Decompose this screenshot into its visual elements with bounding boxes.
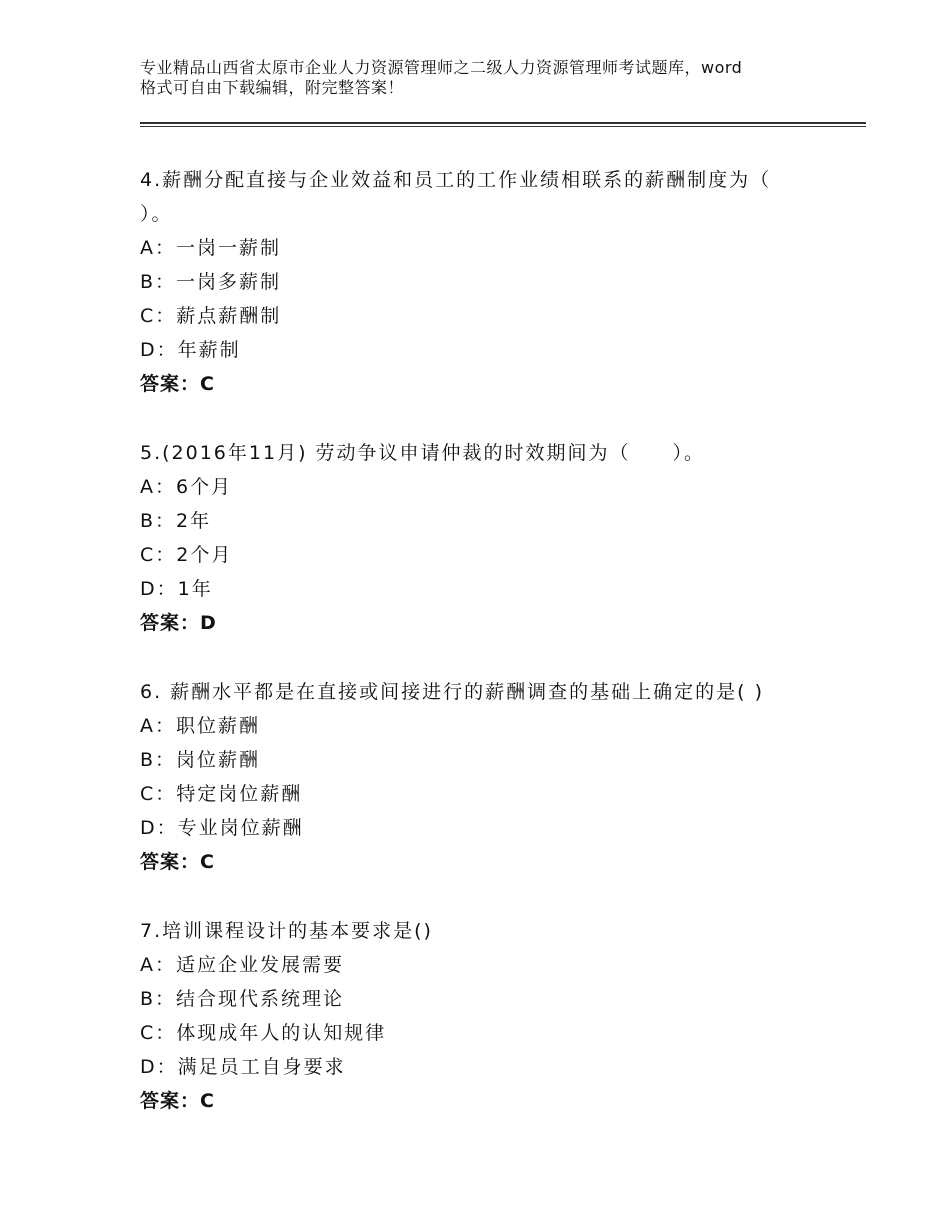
answer-line: 答案：C [140, 373, 215, 395]
option-b: B：2年 [140, 510, 212, 532]
header-rule-thick [140, 122, 866, 124]
option-d: D：1年 [140, 578, 213, 600]
option-a: A：一岗一薪制 [140, 237, 281, 259]
answer-line: 答案：C [140, 1090, 215, 1112]
question-stem: 7.培训课程设计的基本要求是() [140, 920, 433, 942]
option-c: C：薪点薪酬制 [140, 305, 282, 327]
option-d: D：专业岗位薪酬 [140, 817, 304, 839]
question-5 [140, 436, 860, 640]
option-b: B：一岗多薪制 [140, 271, 282, 293]
header-line-1: 专业精品山西省太原市企业人力资源管理师之二级人力资源管理师考试题库，word [140, 58, 743, 77]
option-d: D：年薪制 [140, 339, 241, 361]
option-c: C：特定岗位薪酬 [140, 783, 303, 805]
question-stem: 4.薪酬分配直接与企业效益和员工的工作业绩相联系的薪酬制度为（ [140, 169, 772, 191]
question-stem: 5.(2016年11月) 劳动争议申请仲裁的时效期间为（ ）。 [140, 442, 706, 464]
question-4 [140, 163, 860, 401]
option-d: D：满足员工自身要求 [140, 1056, 346, 1078]
header-rule-thin [140, 126, 866, 127]
question-stem: 6. 薪酬水平都是在直接或间接进行的薪酬调查的基础上确定的是( ) [140, 681, 765, 703]
option-b: B：结合现代系统理论 [140, 988, 345, 1010]
option-a: A：6个月 [140, 476, 233, 498]
answer-line: 答案：C [140, 851, 215, 873]
option-c: C：2个月 [140, 544, 233, 566]
document-header [140, 58, 840, 98]
option-a: A：职位薪酬 [140, 715, 260, 737]
question-6 [140, 675, 860, 879]
question-stem-continued: ）。 [140, 203, 173, 225]
option-c: C：体现成年人的认知规律 [140, 1022, 387, 1044]
answer-line: 答案：D [140, 612, 217, 634]
option-b: B：岗位薪酬 [140, 749, 261, 771]
question-list [140, 163, 860, 1153]
header-line-2: 格式可自由下载编辑，附完整答案！ [140, 78, 405, 97]
option-a: A：适应企业发展需要 [140, 954, 344, 976]
question-7 [140, 914, 860, 1118]
